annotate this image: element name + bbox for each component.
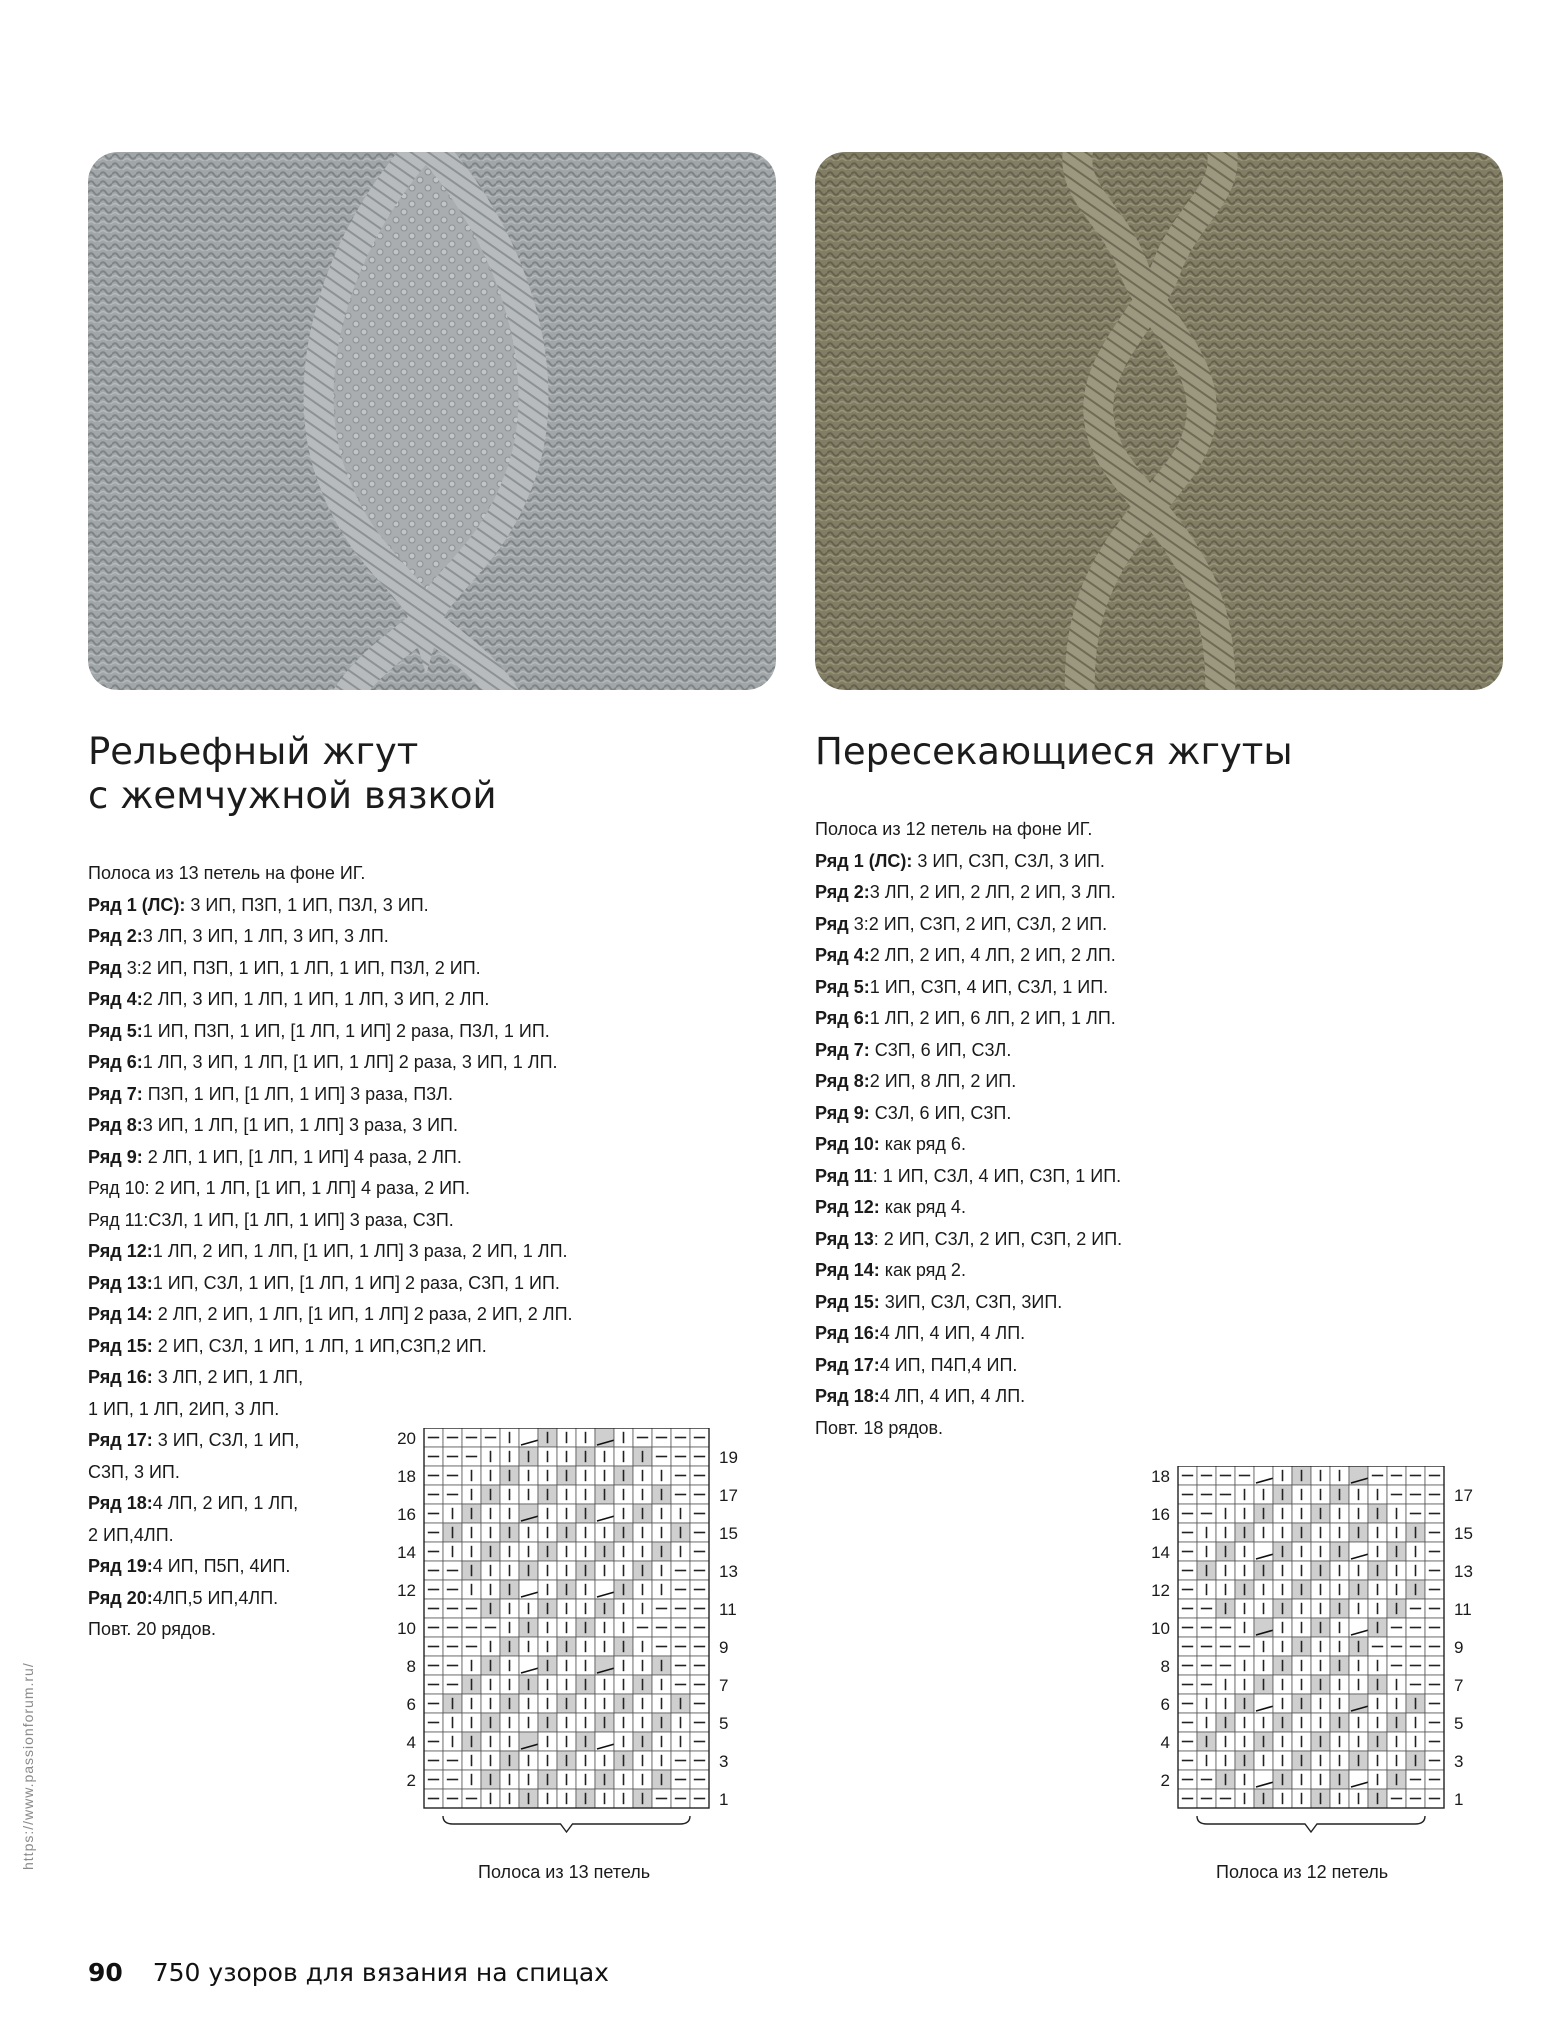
row-label: Ряд 13 bbox=[815, 1228, 874, 1249]
row-number-label: 1 bbox=[719, 1790, 729, 1810]
instruction-row bbox=[88, 1142, 573, 1174]
row-text: 3 ЛП, 2 ИП, 2 ЛП, 2 ИП, 3 ЛП. bbox=[869, 882, 1116, 902]
row-number-label: 2 bbox=[1160, 1771, 1170, 1791]
instruction-intro: Полоса из 13 петель на фоне ИГ. bbox=[88, 863, 366, 883]
instruction-row bbox=[88, 1268, 573, 1300]
row-label: Ряд 7: bbox=[88, 1083, 143, 1104]
knitting-chart-crossing-cables bbox=[1134, 1466, 1488, 1838]
instruction-intro: Полоса из 12 петель на фоне ИГ. bbox=[815, 819, 1093, 839]
row-text: 4ЛП,5 ИП,4ЛП. bbox=[152, 1587, 279, 1608]
row-text: 3ИП, С3Л, С3П, 3ИП. bbox=[879, 1291, 1063, 1312]
row-label: Ряд bbox=[815, 913, 854, 934]
row-text: : 1 ИП, С3Л, 4 ИП, С3П, 1 ИП. bbox=[872, 1165, 1122, 1186]
row-number-label: 8 bbox=[1160, 1657, 1170, 1677]
row-text: 1 ЛП, 2 ИП, 1 ЛП, [1 ИП, 1 ЛП] 3 раза, 2 ИП, 1 ЛП. bbox=[152, 1241, 568, 1261]
row-text: 1 ИП, 1 ЛП, 2ИП, 3 ЛП. bbox=[88, 1398, 280, 1419]
row-number-label: 5 bbox=[719, 1714, 729, 1734]
knit-swatch-grey-image bbox=[88, 152, 776, 690]
row-text: 4 ЛП, 4 ИП, 4 ЛП. bbox=[879, 1386, 1026, 1406]
row-label: Ряд 2: bbox=[88, 926, 143, 946]
swatch-photo-pearl-cable bbox=[88, 152, 776, 690]
knitting-chart-pearl-cable bbox=[380, 1428, 753, 1838]
instruction-row bbox=[815, 1129, 1122, 1161]
row-text: 2 ЛП, 3 ИП, 1 ЛП, 1 ИП, 1 ЛП, 3 ИП, 2 ЛП. bbox=[142, 989, 490, 1009]
instruction-row bbox=[88, 953, 573, 985]
row-label: Ряд 16: bbox=[815, 1323, 880, 1343]
row-text: 1 ИП, С3Л, 1 ИП, [1 ЛП, 1 ИП] 2 раза, С3П, 1 ИП. bbox=[152, 1272, 560, 1293]
row-text: как ряд 2. bbox=[879, 1260, 966, 1280]
row-number-label: 4 bbox=[1160, 1733, 1170, 1753]
chart-grid bbox=[380, 1428, 753, 1838]
row-number-label: 6 bbox=[1160, 1695, 1170, 1715]
row-label: Ряд 7: bbox=[815, 1039, 870, 1060]
row-text: Ряд 11:С3Л, 1 ИП, [1 ЛП, 1 ИП] 3 раза, С3П. bbox=[88, 1209, 454, 1230]
row-text: 3 ИП, С3П, С3Л, 3 ИП. bbox=[912, 850, 1105, 871]
instruction-row bbox=[815, 1350, 1122, 1382]
row-number-label: 6 bbox=[406, 1695, 416, 1715]
instruction-row bbox=[88, 1173, 573, 1205]
row-text: 2 ЛП, 2 ИП, 1 ЛП, [1 ИП, 1 ЛП] 2 раза, 2 ИП, 2 ЛП. bbox=[152, 1304, 573, 1324]
row-label: Ряд 4: bbox=[815, 945, 870, 965]
row-label: Ряд 9: bbox=[88, 1146, 143, 1167]
row-number-label: 14 bbox=[397, 1543, 416, 1563]
row-label: Ряд 20: bbox=[88, 1587, 153, 1608]
row-number-label: 4 bbox=[406, 1733, 416, 1753]
book-title: 750 узоров для вязания на спицах bbox=[152, 1958, 609, 1987]
row-label: Ряд 11 bbox=[815, 1165, 873, 1186]
row-number-label: 16 bbox=[1151, 1505, 1170, 1525]
row-label: Ряд 17: bbox=[815, 1354, 880, 1375]
row-number-label: 19 bbox=[719, 1448, 738, 1468]
row-text: 2 ИП, С3Л, 1 ИП, 1 ЛП, 1 ИП,С3П,2 ИП. bbox=[152, 1335, 487, 1356]
instruction-row bbox=[88, 1016, 573, 1048]
instruction-row bbox=[815, 1413, 1122, 1445]
chart-grid bbox=[1134, 1466, 1488, 1838]
row-label: Ряд 15: bbox=[815, 1291, 880, 1312]
row-number-label: 17 bbox=[719, 1486, 738, 1506]
row-text: 1 ЛП, 2 ИП, 6 ЛП, 2 ИП, 1 ЛП. bbox=[869, 1008, 1116, 1028]
title-line: Пересекающиеся жгуты bbox=[815, 730, 1293, 773]
row-number-label: 18 bbox=[1151, 1467, 1170, 1487]
row-label: Ряд 8: bbox=[815, 1071, 870, 1091]
row-text: 3 ИП, П3П, 1 ИП, П3Л, 3 ИП. bbox=[185, 894, 429, 915]
page-footer bbox=[88, 1958, 609, 1987]
row-label: Ряд 1 (ЛС): bbox=[88, 894, 186, 915]
pattern-title-crossing-cables bbox=[815, 730, 1293, 774]
row-label: Ряд 6: bbox=[815, 1008, 870, 1028]
row-text: 3:2 ИП, С3П, 2 ИП, С3Л, 2 ИП. bbox=[853, 913, 1108, 934]
row-number-label: 10 bbox=[1151, 1619, 1170, 1639]
row-label: Ряд 17: bbox=[88, 1430, 153, 1450]
instruction-row bbox=[815, 1224, 1122, 1256]
row-label: Ряд 15: bbox=[88, 1335, 153, 1356]
instruction-row bbox=[815, 972, 1122, 1004]
row-label: Ряд 10: bbox=[815, 1134, 880, 1154]
row-label: Ряд 4: bbox=[88, 989, 143, 1009]
row-number-label: 8 bbox=[406, 1657, 416, 1677]
row-text: 2 ИП, 8 ЛП, 2 ИП. bbox=[869, 1071, 1017, 1091]
row-text: С3Л, 6 ИП, С3П. bbox=[869, 1102, 1012, 1123]
row-number-label: 11 bbox=[1454, 1600, 1472, 1620]
row-number-label: 3 bbox=[719, 1752, 729, 1772]
row-label: Ряд 1 (ЛС): bbox=[815, 850, 913, 871]
row-text: 2 ЛП, 1 ИП, [1 ЛП, 1 ИП] 4 раза, 2 ЛП. bbox=[142, 1146, 462, 1167]
row-text: 2 ИП,4ЛП. bbox=[88, 1524, 174, 1545]
row-text: С3П, 6 ИП, С3Л. bbox=[869, 1039, 1012, 1060]
row-number-label: 11 bbox=[719, 1600, 737, 1620]
instruction-row bbox=[88, 1236, 573, 1268]
instruction-row bbox=[88, 921, 573, 953]
repeat-bracket bbox=[1197, 1816, 1425, 1832]
row-label: Ряд 18: bbox=[815, 1386, 880, 1406]
row-number-label: 12 bbox=[1151, 1581, 1170, 1601]
row-text: 4 ИП, П4П,4 ИП. bbox=[879, 1354, 1018, 1375]
row-label: Ряд 6: bbox=[88, 1052, 143, 1072]
row-text: 3 ЛП, 3 ИП, 1 ЛП, 3 ИП, 3 ЛП. bbox=[142, 926, 389, 946]
row-number-label: 15 bbox=[719, 1524, 738, 1544]
instruction-row bbox=[815, 1192, 1122, 1224]
instruction-row bbox=[815, 909, 1122, 941]
instruction-row bbox=[88, 1079, 573, 1111]
row-text: С3П, 3 ИП. bbox=[88, 1461, 180, 1482]
repeat-bracket bbox=[443, 1816, 690, 1832]
pattern-title-pearl-cable bbox=[88, 730, 497, 818]
row-text: Повт. 20 рядов. bbox=[88, 1619, 217, 1639]
instruction-row bbox=[815, 1035, 1122, 1067]
row-number-label: 9 bbox=[719, 1638, 729, 1658]
instruction-row bbox=[815, 1066, 1122, 1098]
instruction-row bbox=[815, 877, 1122, 909]
row-number-label: 2 bbox=[406, 1771, 416, 1791]
instruction-row bbox=[88, 1047, 573, 1079]
instruction-row bbox=[815, 1161, 1122, 1193]
row-text: П3П, 1 ИП, [1 ЛП, 1 ИП] 3 раза, П3Л. bbox=[142, 1083, 453, 1104]
row-number-label: 13 bbox=[719, 1562, 738, 1582]
row-text: как ряд 4. bbox=[879, 1197, 966, 1217]
instruction-row bbox=[88, 1205, 573, 1237]
row-label: Ряд 9: bbox=[815, 1102, 870, 1123]
row-number-label: 13 bbox=[1454, 1562, 1473, 1582]
swatch-photo-crossing-cables bbox=[815, 152, 1503, 690]
instruction-row bbox=[815, 1287, 1122, 1319]
row-label: Ряд 14: bbox=[88, 1304, 153, 1324]
row-text: как ряд 6. bbox=[879, 1134, 966, 1154]
instruction-row bbox=[88, 1331, 573, 1363]
row-label: Ряд 18: bbox=[88, 1493, 153, 1513]
instruction-row bbox=[88, 984, 573, 1016]
chart-caption: Полоса из 13 петель bbox=[478, 1862, 651, 1882]
row-number-label: 20 bbox=[397, 1429, 416, 1449]
row-label: Ряд 14: bbox=[815, 1260, 880, 1280]
instruction-row bbox=[815, 1381, 1122, 1413]
instructions-crossing-cables bbox=[815, 814, 1122, 1444]
row-label: Ряд 2: bbox=[815, 882, 870, 902]
row-text: 4 ЛП, 4 ИП, 4 ЛП. bbox=[879, 1323, 1026, 1343]
row-label: Ряд bbox=[88, 957, 127, 978]
row-text: 1 ИП, С3П, 4 ИП, С3Л, 1 ИП. bbox=[869, 976, 1109, 997]
instruction-row bbox=[815, 940, 1122, 972]
instruction-row bbox=[815, 1098, 1122, 1130]
instruction-row bbox=[88, 1110, 573, 1142]
row-label: Ряд 8: bbox=[88, 1115, 143, 1135]
instruction-row bbox=[815, 846, 1122, 878]
source-url-watermark: https://www.passionforum.ru/ bbox=[20, 1662, 36, 1870]
instruction-row bbox=[88, 1394, 573, 1426]
row-label: Ряд 12: bbox=[815, 1197, 880, 1217]
row-number-label: 3 bbox=[1454, 1752, 1464, 1772]
row-number-label: 7 bbox=[1454, 1676, 1464, 1696]
row-text: : 2 ИП, С3Л, 2 ИП, С3П, 2 ИП. bbox=[873, 1228, 1123, 1249]
row-label: Ряд 5: bbox=[88, 1020, 143, 1041]
row-text: 1 ЛП, 3 ИП, 1 ЛП, [1 ИП, 1 ЛП] 2 раза, 3 ИП, 1 ЛП. bbox=[142, 1052, 558, 1072]
instruction-row bbox=[815, 1255, 1122, 1287]
row-text: 3:2 ИП, П3П, 1 ИП, 1 ЛП, 1 ИП, П3Л, 2 ИП. bbox=[126, 957, 481, 978]
row-number-label: 12 bbox=[397, 1581, 416, 1601]
row-number-label: 1 bbox=[1454, 1790, 1464, 1810]
instruction-row bbox=[88, 1362, 573, 1394]
row-label: Ряд 5: bbox=[815, 976, 870, 997]
row-number-label: 5 bbox=[1454, 1714, 1464, 1734]
row-text: 2 ЛП, 2 ИП, 4 ЛП, 2 ИП, 2 ЛП. bbox=[869, 945, 1116, 965]
row-number-label: 17 bbox=[1454, 1486, 1473, 1506]
row-text: 3 ИП, С3Л, 1 ИП, bbox=[152, 1430, 300, 1450]
row-text: 3 ИП, 1 ЛП, [1 ИП, 1 ЛП] 3 раза, 3 ИП. bbox=[142, 1115, 458, 1135]
instruction-row bbox=[815, 1003, 1122, 1035]
row-label: Ряд 13: bbox=[88, 1272, 153, 1293]
row-label: Ряд 16: bbox=[88, 1367, 153, 1387]
row-text: Ряд 10: 2 ИП, 1 ЛП, [1 ИП, 1 ЛП] 4 раза, 2 ИП. bbox=[88, 1178, 470, 1198]
instruction-row bbox=[815, 1318, 1122, 1350]
row-text: 3 ЛП, 2 ИП, 1 ЛП, bbox=[152, 1367, 304, 1387]
row-text: 1 ИП, П3П, 1 ИП, [1 ЛП, 1 ИП] 2 раза, П3Л, 1 ИП. bbox=[142, 1020, 550, 1041]
instruction-row bbox=[88, 1299, 573, 1331]
knit-swatch-olive-image bbox=[815, 152, 1503, 690]
chart-caption: Полоса из 12 петель bbox=[1216, 1862, 1389, 1882]
title-line: Рельефный жгут bbox=[88, 730, 419, 773]
row-number-label: 16 bbox=[397, 1505, 416, 1525]
row-number-label: 9 bbox=[1454, 1638, 1464, 1658]
title-line: с жемчужной вязкой bbox=[88, 774, 497, 817]
instruction-row bbox=[88, 890, 573, 922]
row-number-label: 15 bbox=[1454, 1524, 1473, 1544]
row-text: Повт. 18 рядов. bbox=[815, 1417, 944, 1438]
row-label: Ряд 12: bbox=[88, 1241, 153, 1261]
row-text: 4 ЛП, 2 ИП, 1 ЛП, bbox=[152, 1493, 299, 1513]
row-number-label: 10 bbox=[397, 1619, 416, 1639]
row-number-label: 14 bbox=[1151, 1543, 1170, 1563]
row-number-label: 18 bbox=[397, 1467, 416, 1487]
page-number: 90 bbox=[88, 1958, 123, 1987]
row-label: Ряд 19: bbox=[88, 1556, 153, 1576]
row-text: 4 ИП, П5П, 4ИП. bbox=[152, 1556, 291, 1576]
row-number-label: 7 bbox=[719, 1676, 729, 1696]
